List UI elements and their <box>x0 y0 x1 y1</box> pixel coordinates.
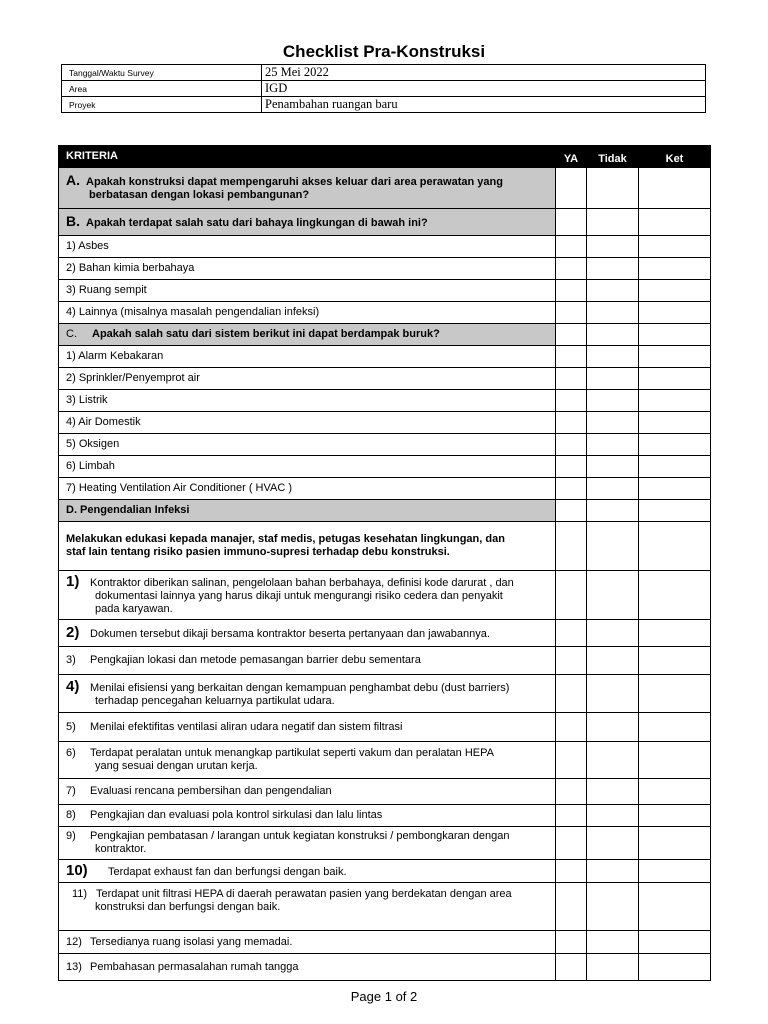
item-line: Tersedianya ruang isolasi yang memadai. <box>90 935 293 948</box>
tidak-cell[interactable] <box>587 456 639 478</box>
item-text: 7) Heating Ventilation Air Conditioner ( HVAC ) <box>59 478 556 500</box>
ya-cell[interactable] <box>556 713 587 742</box>
ya-cell[interactable] <box>556 209 587 236</box>
tidak-cell[interactable] <box>587 779 639 805</box>
ket-cell[interactable] <box>639 713 711 742</box>
info-row-area <box>62 81 706 97</box>
ya-cell[interactable] <box>556 827 587 860</box>
item-line: konstruksi dan berfungsi dengan baik. <box>95 901 281 913</box>
table-row <box>59 713 711 742</box>
tidak-cell[interactable] <box>587 478 639 500</box>
table-row <box>59 675 711 713</box>
ket-cell[interactable] <box>639 258 711 280</box>
section-text: Apakah konstruksi dapat mempengaruhi akses keluar dari area perawatan yang <box>86 176 503 188</box>
section-a-row <box>59 168 711 209</box>
item-text <box>59 827 556 860</box>
tidak-cell[interactable] <box>587 236 639 258</box>
tidak-cell[interactable] <box>587 883 639 931</box>
tidak-cell[interactable] <box>587 346 639 368</box>
tidak-cell[interactable] <box>587 258 639 280</box>
table-row <box>59 883 711 931</box>
tidak-cell[interactable] <box>587 713 639 742</box>
ya-cell[interactable] <box>556 647 587 675</box>
section-a-question <box>59 168 556 209</box>
item-line: Kontraktor diberikan salinan, pengelolaan bahan berbahaya, definisi kode darurat , dan <box>90 576 514 589</box>
tidak-cell[interactable] <box>587 827 639 860</box>
item-line: pada karyawan. <box>95 602 173 615</box>
ket-cell[interactable] <box>639 168 711 209</box>
item-line: Evaluasi rencana pembersihan dan pengendalian <box>90 785 332 797</box>
ket-cell[interactable] <box>639 742 711 779</box>
section-letter: A. <box>66 172 80 188</box>
table-row <box>59 620 711 647</box>
tidak-cell[interactable] <box>587 168 639 209</box>
ya-cell[interactable] <box>556 742 587 779</box>
table-row <box>59 280 711 302</box>
section-d-intro-row <box>59 522 711 571</box>
section-letter: C. <box>66 328 77 340</box>
ket-cell[interactable] <box>639 209 711 236</box>
item-line: kontraktor. <box>95 843 147 855</box>
header-ya: YA <box>556 146 587 168</box>
ya-cell[interactable] <box>556 478 587 500</box>
info-value: 25 Mei 2022 <box>262 65 706 81</box>
table-header-row <box>59 146 711 168</box>
ya-cell[interactable] <box>556 368 587 390</box>
table-row <box>59 236 711 258</box>
item-text <box>59 860 556 883</box>
item-text <box>59 742 556 779</box>
item-line: Menilai efektifitas ventilasi aliran udara negatif dan sistem filtrasi <box>90 720 403 733</box>
item-number: 12) <box>66 935 82 948</box>
section-d-row <box>59 500 711 522</box>
table-row <box>59 827 711 860</box>
tidak-cell[interactable] <box>587 390 639 412</box>
item-text <box>59 931 556 954</box>
item-text: 3) Ruang sempit <box>59 280 556 302</box>
ya-cell[interactable] <box>556 456 587 478</box>
header-tidak: Tidak <box>587 146 639 168</box>
info-row-date <box>62 65 706 81</box>
item-text: 2) Sprinkler/Penyemprot air <box>59 368 556 390</box>
item-number: 11) <box>72 888 88 900</box>
tidak-cell[interactable] <box>587 412 639 434</box>
page-number: Page 1 of 2 <box>350 989 418 1004</box>
ket-cell[interactable] <box>639 346 711 368</box>
page-title: Checklist Pra-Konstruksi <box>282 42 486 61</box>
section-d-title: D. Pengendalian Infeksi <box>59 500 556 522</box>
item-text: 5) Oksigen <box>59 434 556 456</box>
item-text: 1) Alarm Kebakaran <box>59 346 556 368</box>
item-number: 4) <box>66 677 80 695</box>
item-line: yang sesuai dengan urutan kerja. <box>95 760 258 772</box>
table-row <box>59 412 711 434</box>
info-label: Area <box>62 81 262 97</box>
item-line: dokumentasi lainnya yang harus dikaji untuk mengurangi risiko cedera dan penyakit <box>95 589 503 602</box>
table-row <box>59 954 711 981</box>
ya-cell[interactable] <box>556 883 587 931</box>
item-text <box>59 954 556 981</box>
ket-cell[interactable] <box>639 779 711 805</box>
tidak-cell[interactable] <box>587 742 639 779</box>
ya-cell[interactable] <box>556 675 587 713</box>
table-row <box>59 258 711 280</box>
table-row <box>59 478 711 500</box>
section-letter: B. <box>66 212 80 229</box>
table-row <box>59 456 711 478</box>
item-text: 4) Air Domestik <box>59 412 556 434</box>
section-b-question <box>59 209 556 236</box>
tidak-cell[interactable] <box>587 302 639 324</box>
info-label: Tanggal/Waktu Survey <box>62 65 262 81</box>
intro-line-2: staf lain tentang risiko pasien immuno-supresi terhadap debu konstruksi. <box>66 546 450 558</box>
tidak-cell[interactable] <box>587 954 639 981</box>
section-text-cont: berbatasan dengan lokasi pembangunan? <box>89 189 310 201</box>
item-line: terhadap pencegahan keluarnya partikulat udara. <box>95 694 335 707</box>
ya-cell[interactable] <box>556 522 587 571</box>
item-number: 10) <box>66 861 88 879</box>
ya-cell[interactable] <box>556 954 587 981</box>
tidak-cell[interactable] <box>587 860 639 883</box>
item-text: 3) Listrik <box>59 390 556 412</box>
section-b-row <box>59 209 711 236</box>
section-text: Apakah terdapat salah satu dari bahaya lingkungan di bawah ini? <box>86 216 428 229</box>
ket-cell[interactable] <box>639 412 711 434</box>
ket-cell[interactable] <box>639 236 711 258</box>
header-kriteria: KRITERIA <box>59 146 556 168</box>
table-row <box>59 931 711 954</box>
ya-cell[interactable] <box>556 571 587 620</box>
tidak-cell[interactable] <box>587 324 639 346</box>
item-line: Terdapat peralatan untuk menangkap partikulat seperti vakum dan peralatan HEPA <box>90 747 494 759</box>
survey-info-table <box>61 64 706 113</box>
tidak-cell[interactable] <box>587 620 639 647</box>
item-line: Pengkajian pembatasan / larangan untuk kegiatan konstruksi / pembongkaran dengan <box>90 830 510 842</box>
ya-cell[interactable] <box>556 280 587 302</box>
ya-cell[interactable] <box>556 860 587 883</box>
ya-cell[interactable] <box>556 168 587 209</box>
item-line: Menilai efisiensi yang berkaitan dengan kemampuan penghambat debu (dust barriers) <box>90 681 510 694</box>
tidak-cell[interactable] <box>587 931 639 954</box>
ket-cell[interactable] <box>639 805 711 827</box>
table-row <box>59 368 711 390</box>
item-line: Pembahasan permasalahan rumah tangga <box>90 960 299 973</box>
ket-cell[interactable] <box>639 324 711 346</box>
table-row <box>59 434 711 456</box>
ket-cell[interactable] <box>639 620 711 647</box>
item-number: 13) <box>66 960 82 973</box>
item-line: Dokumen tersebut dikaji bersama kontraktor beserta pertanyaan dan jawabannya. <box>90 627 490 640</box>
item-line: Terdapat unit filtrasi HEPA di daerah perawatan pasien yang berdekatan dengan area <box>96 888 512 900</box>
item-text <box>59 571 556 620</box>
item-text: 2) Bahan kimia berbahaya <box>59 258 556 280</box>
item-number: 9) <box>66 830 76 842</box>
table-row <box>59 779 711 805</box>
item-text <box>59 647 556 675</box>
item-number: 5) <box>66 720 76 733</box>
item-text <box>59 883 556 931</box>
item-text <box>59 620 556 647</box>
tidak-cell[interactable] <box>587 805 639 827</box>
ket-cell[interactable] <box>639 571 711 620</box>
ket-cell[interactable] <box>639 500 711 522</box>
ket-cell[interactable] <box>639 954 711 981</box>
table-row <box>59 571 711 620</box>
section-d-intro <box>59 522 556 571</box>
tidak-cell[interactable] <box>587 209 639 236</box>
tidak-cell[interactable] <box>587 500 639 522</box>
info-row-project <box>62 97 706 113</box>
ket-cell[interactable] <box>639 675 711 713</box>
ya-cell[interactable] <box>556 931 587 954</box>
header-ket: Ket <box>639 146 711 168</box>
item-text: 4) Lainnya (misalnya masalah pengendalian infeksi) <box>59 302 556 324</box>
item-text <box>59 805 556 827</box>
ket-cell[interactable] <box>639 390 711 412</box>
table-row <box>59 390 711 412</box>
ya-cell[interactable] <box>556 390 587 412</box>
info-value: Penambahan ruangan baru <box>262 97 706 113</box>
ya-cell[interactable] <box>556 500 587 522</box>
table-row <box>59 302 711 324</box>
ket-cell[interactable] <box>639 478 711 500</box>
item-line: Pengkajian lokasi dan metode pemasangan barrier debu sementara <box>90 654 421 666</box>
ya-cell[interactable] <box>556 258 587 280</box>
ket-cell[interactable] <box>639 647 711 675</box>
ket-cell[interactable] <box>639 522 711 571</box>
item-text <box>59 779 556 805</box>
ya-cell[interactable] <box>556 236 587 258</box>
item-number: 6) <box>66 747 76 759</box>
ket-cell[interactable] <box>639 456 711 478</box>
ya-cell[interactable] <box>556 302 587 324</box>
item-number: 2) <box>66 623 80 641</box>
ya-cell[interactable] <box>556 805 587 827</box>
item-line: Terdapat exhaust fan dan berfungsi dengan baik. <box>108 865 347 878</box>
section-text: Apakah salah satu dari sistem berikut ini dapat berdampak buruk? <box>92 328 440 340</box>
item-number: 8) <box>66 809 76 821</box>
ya-cell[interactable] <box>556 779 587 805</box>
item-text <box>59 713 556 742</box>
ket-cell[interactable] <box>639 368 711 390</box>
ya-cell[interactable] <box>556 620 587 647</box>
item-number: 3) <box>66 654 76 666</box>
ya-cell[interactable] <box>556 346 587 368</box>
item-line: Pengkajian dan evaluasi pola kontrol sirkulasi dan lalu lintas <box>90 809 383 821</box>
section-c-row <box>59 324 711 346</box>
item-text: 6) Limbah <box>59 456 556 478</box>
ket-cell[interactable] <box>639 434 711 456</box>
section-c-question <box>59 324 556 346</box>
item-text <box>59 675 556 713</box>
ket-cell[interactable] <box>639 280 711 302</box>
table-row <box>59 860 711 883</box>
tidak-cell[interactable] <box>587 522 639 571</box>
ket-cell[interactable] <box>639 883 711 931</box>
tidak-cell[interactable] <box>587 647 639 675</box>
ya-cell[interactable] <box>556 412 587 434</box>
info-label: Proyek <box>62 97 262 113</box>
table-row <box>59 742 711 779</box>
tidak-cell[interactable] <box>587 571 639 620</box>
intro-line-1: Melakukan edukasi kepada manajer, staf medis, petugas kesehatan lingkungan, dan <box>66 533 505 545</box>
tidak-cell[interactable] <box>587 675 639 713</box>
info-value: IGD <box>262 81 706 97</box>
item-number: 1) <box>66 572 80 590</box>
tidak-cell[interactable] <box>587 434 639 456</box>
ket-cell[interactable] <box>639 302 711 324</box>
table-row <box>59 346 711 368</box>
tidak-cell[interactable] <box>587 280 639 302</box>
item-text: 1) Asbes <box>59 236 556 258</box>
table-row <box>59 647 711 675</box>
checklist-table <box>58 145 711 981</box>
tidak-cell[interactable] <box>587 368 639 390</box>
ket-cell[interactable] <box>639 827 711 860</box>
ya-cell[interactable] <box>556 324 587 346</box>
ket-cell[interactable] <box>639 860 711 883</box>
ya-cell[interactable] <box>556 434 587 456</box>
table-row <box>59 805 711 827</box>
item-number: 7) <box>66 785 76 797</box>
ket-cell[interactable] <box>639 931 711 954</box>
